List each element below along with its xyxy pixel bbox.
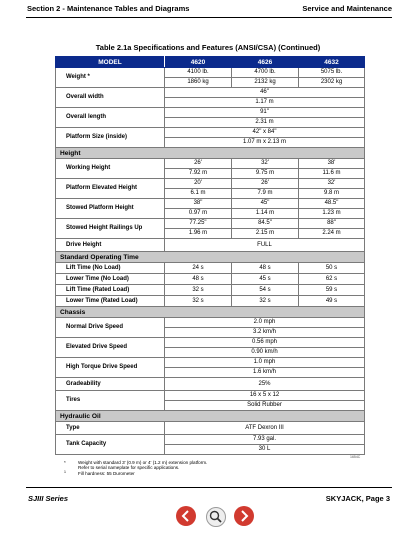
table-row <box>56 199 365 209</box>
footer-page: SKYJACK, Page 3 <box>325 494 390 503</box>
table-cell: 24 s <box>165 263 232 274</box>
table-title: Table 2.1a Specifications and Features (ANSI/CSA) (Continued) <box>95 43 321 52</box>
table-cell: 1.96 m <box>165 229 232 239</box>
table-cell: 54 s <box>232 285 299 296</box>
table-row <box>56 422 365 435</box>
previous-page-button[interactable] <box>176 506 196 526</box>
search-button[interactable] <box>206 507 226 527</box>
table-cell: 2302 kg <box>299 78 365 88</box>
table-cell: 38' <box>299 159 365 169</box>
row-label: Elevated Drive Speed <box>56 338 165 358</box>
table-cell: 32 s <box>165 296 232 307</box>
table-row <box>56 435 365 445</box>
table-cell: FULL <box>165 239 365 252</box>
row-label: Stowed Platform Height <box>56 199 165 219</box>
row-label: Overall length <box>56 108 165 128</box>
section-heading: Height <box>56 148 365 159</box>
right-arrow-icon <box>234 506 254 526</box>
table-row <box>56 274 365 285</box>
table-cell: 48.5" <box>299 199 365 209</box>
table-cell: 5075 lb. <box>299 68 365 78</box>
table-cell: 4700 lb. <box>232 68 299 78</box>
table-row <box>56 159 365 169</box>
table-cell: 1.14 m <box>232 209 299 219</box>
table-row <box>56 358 365 368</box>
table-row <box>56 378 365 391</box>
table-cell: 32' <box>232 159 299 169</box>
row-label: Drive Height <box>56 239 165 252</box>
table-cell: 49 s <box>299 296 365 307</box>
table-cell: 4100 lb. <box>165 68 232 78</box>
footnote: 1 Fill hardness: 55 Durometer <box>64 469 135 476</box>
footer-rule <box>26 487 392 488</box>
section-row <box>56 307 365 318</box>
table-cell: 6.1 m <box>165 189 232 199</box>
table-row <box>56 128 365 138</box>
row-label: Lift Time (Rated Load) <box>56 285 165 296</box>
table-cell: 46" <box>165 88 365 98</box>
next-page-button[interactable] <box>234 506 254 526</box>
table-cell: 0.56 mph <box>165 338 365 348</box>
table-cell: 16 x 5 x 12 <box>165 391 365 401</box>
table-cell: 45" <box>232 199 299 209</box>
table-cell: 26' <box>165 159 232 169</box>
table-cell: 25% <box>165 378 365 391</box>
table-cell: 48 s <box>232 263 299 274</box>
table-row <box>56 318 365 328</box>
table-row <box>56 68 365 78</box>
column-header-model: MODEL <box>56 57 165 68</box>
table-cell: 2.0 mph <box>165 318 365 328</box>
table-cell: 1.0 mph <box>165 358 365 368</box>
table-cell: 2.31 m <box>165 118 365 128</box>
row-label: Type <box>56 422 165 435</box>
table-cell: 48 s <box>165 274 232 285</box>
table-cell: 0.90 km/h <box>165 348 365 358</box>
table-row <box>56 88 365 98</box>
table-cell: 1.07 m x 2.13 m <box>165 138 365 148</box>
table-cell: 1.17 m <box>165 98 365 108</box>
column-header-model-4620: 4620 <box>165 57 232 68</box>
table-cell: 42" x 84" <box>165 128 365 138</box>
row-label: Stowed Height Railings Up <box>56 219 165 239</box>
page-header <box>0 4 416 16</box>
row-label: Lower Time (Rated Load) <box>56 296 165 307</box>
footnote: Refer to serial nameplate for specific applications. <box>78 465 180 471</box>
table-row <box>56 179 365 189</box>
table-cell: 3.2 km/h <box>165 328 365 338</box>
table-cell: 32 s <box>165 285 232 296</box>
table-cell: 2.15 m <box>232 229 299 239</box>
table-cell: 1860 kg <box>165 78 232 88</box>
row-label: High Torque Drive Speed <box>56 358 165 378</box>
column-header-model-4626: 4626 <box>232 57 299 68</box>
table-cell: 30 L <box>165 445 365 455</box>
table-cell: 1.6 km/h <box>165 368 365 378</box>
table-cell: 9.8 m <box>299 189 365 199</box>
table-cell: 7.92 m <box>165 169 232 179</box>
table-cell: 32 s <box>232 296 299 307</box>
footer-series: SJIII Series <box>28 494 69 503</box>
footnotes <box>64 460 207 476</box>
table-cell: 9.75 m <box>232 169 299 179</box>
table-row <box>56 263 365 274</box>
table-cell: 62 s <box>299 274 365 285</box>
row-label: Overall width <box>56 88 165 108</box>
figure-code: 1654C <box>350 455 361 459</box>
row-label: Gradeability <box>56 378 165 391</box>
table-row <box>56 338 365 348</box>
table-row <box>56 239 365 252</box>
table-cell: 88" <box>299 219 365 229</box>
section-row <box>56 411 365 422</box>
table-cell: 84.5" <box>232 219 299 229</box>
header-chapter-title: Service and Maintenance <box>302 4 392 13</box>
section-heading: Hydraulic Oil <box>56 411 365 422</box>
header-rule <box>26 17 392 18</box>
table-cell: 0.97 m <box>165 209 232 219</box>
row-label: Platform Elevated Height <box>56 179 165 199</box>
table-header-row <box>56 57 365 68</box>
table-cell: Solid Rubber <box>165 401 365 411</box>
table-cell: 20' <box>165 179 232 189</box>
table-cell: ATF Dexron III <box>165 422 365 435</box>
table-row <box>56 296 365 307</box>
section-row <box>56 252 365 263</box>
row-label: Tank Capacity <box>56 435 165 455</box>
footnote: * Weight with standard 3' (0.9 m) or 4' (1.2 m) extension platform. <box>64 460 208 465</box>
spec-table <box>55 56 365 455</box>
table-cell: 7.9 m <box>232 189 299 199</box>
table-row <box>56 285 365 296</box>
table-row <box>56 219 365 229</box>
table-cell: 38" <box>165 199 232 209</box>
table-cell: 2.24 m <box>299 229 365 239</box>
table-cell: 26' <box>232 179 299 189</box>
table-cell: 91" <box>165 108 365 118</box>
row-label: Normal Drive Speed <box>56 318 165 338</box>
table-row <box>56 108 365 118</box>
section-heading: Chassis <box>56 307 365 318</box>
table-cell: 77.25" <box>165 219 232 229</box>
row-label: Lift Time (No Load) <box>56 263 165 274</box>
table-cell: 59 s <box>299 285 365 296</box>
table-cell: 32' <box>299 179 365 189</box>
column-header-model-4632: 4632 <box>299 57 365 68</box>
row-label: Tires <box>56 391 165 411</box>
table-cell: 50 s <box>299 263 365 274</box>
table-cell: 45 s <box>232 274 299 285</box>
magnifier-icon <box>207 508 225 526</box>
table-row <box>56 391 365 401</box>
table-cell: 1.23 m <box>299 209 365 219</box>
row-label: Lower Time (No Load) <box>56 274 165 285</box>
section-row <box>56 148 365 159</box>
row-label: Platform Size (inside) <box>56 128 165 148</box>
header-section-title: Section 2 - Maintenance Tables and Diagrams <box>27 4 190 13</box>
table-cell: 11.6 m <box>299 169 365 179</box>
row-label: Working Height <box>56 159 165 179</box>
left-arrow-icon <box>176 506 196 526</box>
section-heading: Standard Operating Time <box>56 252 365 263</box>
table-cell: 7.93 gal. <box>165 435 365 445</box>
row-label: Weight * <box>56 68 165 88</box>
table-cell: 2132 kg <box>232 78 299 88</box>
